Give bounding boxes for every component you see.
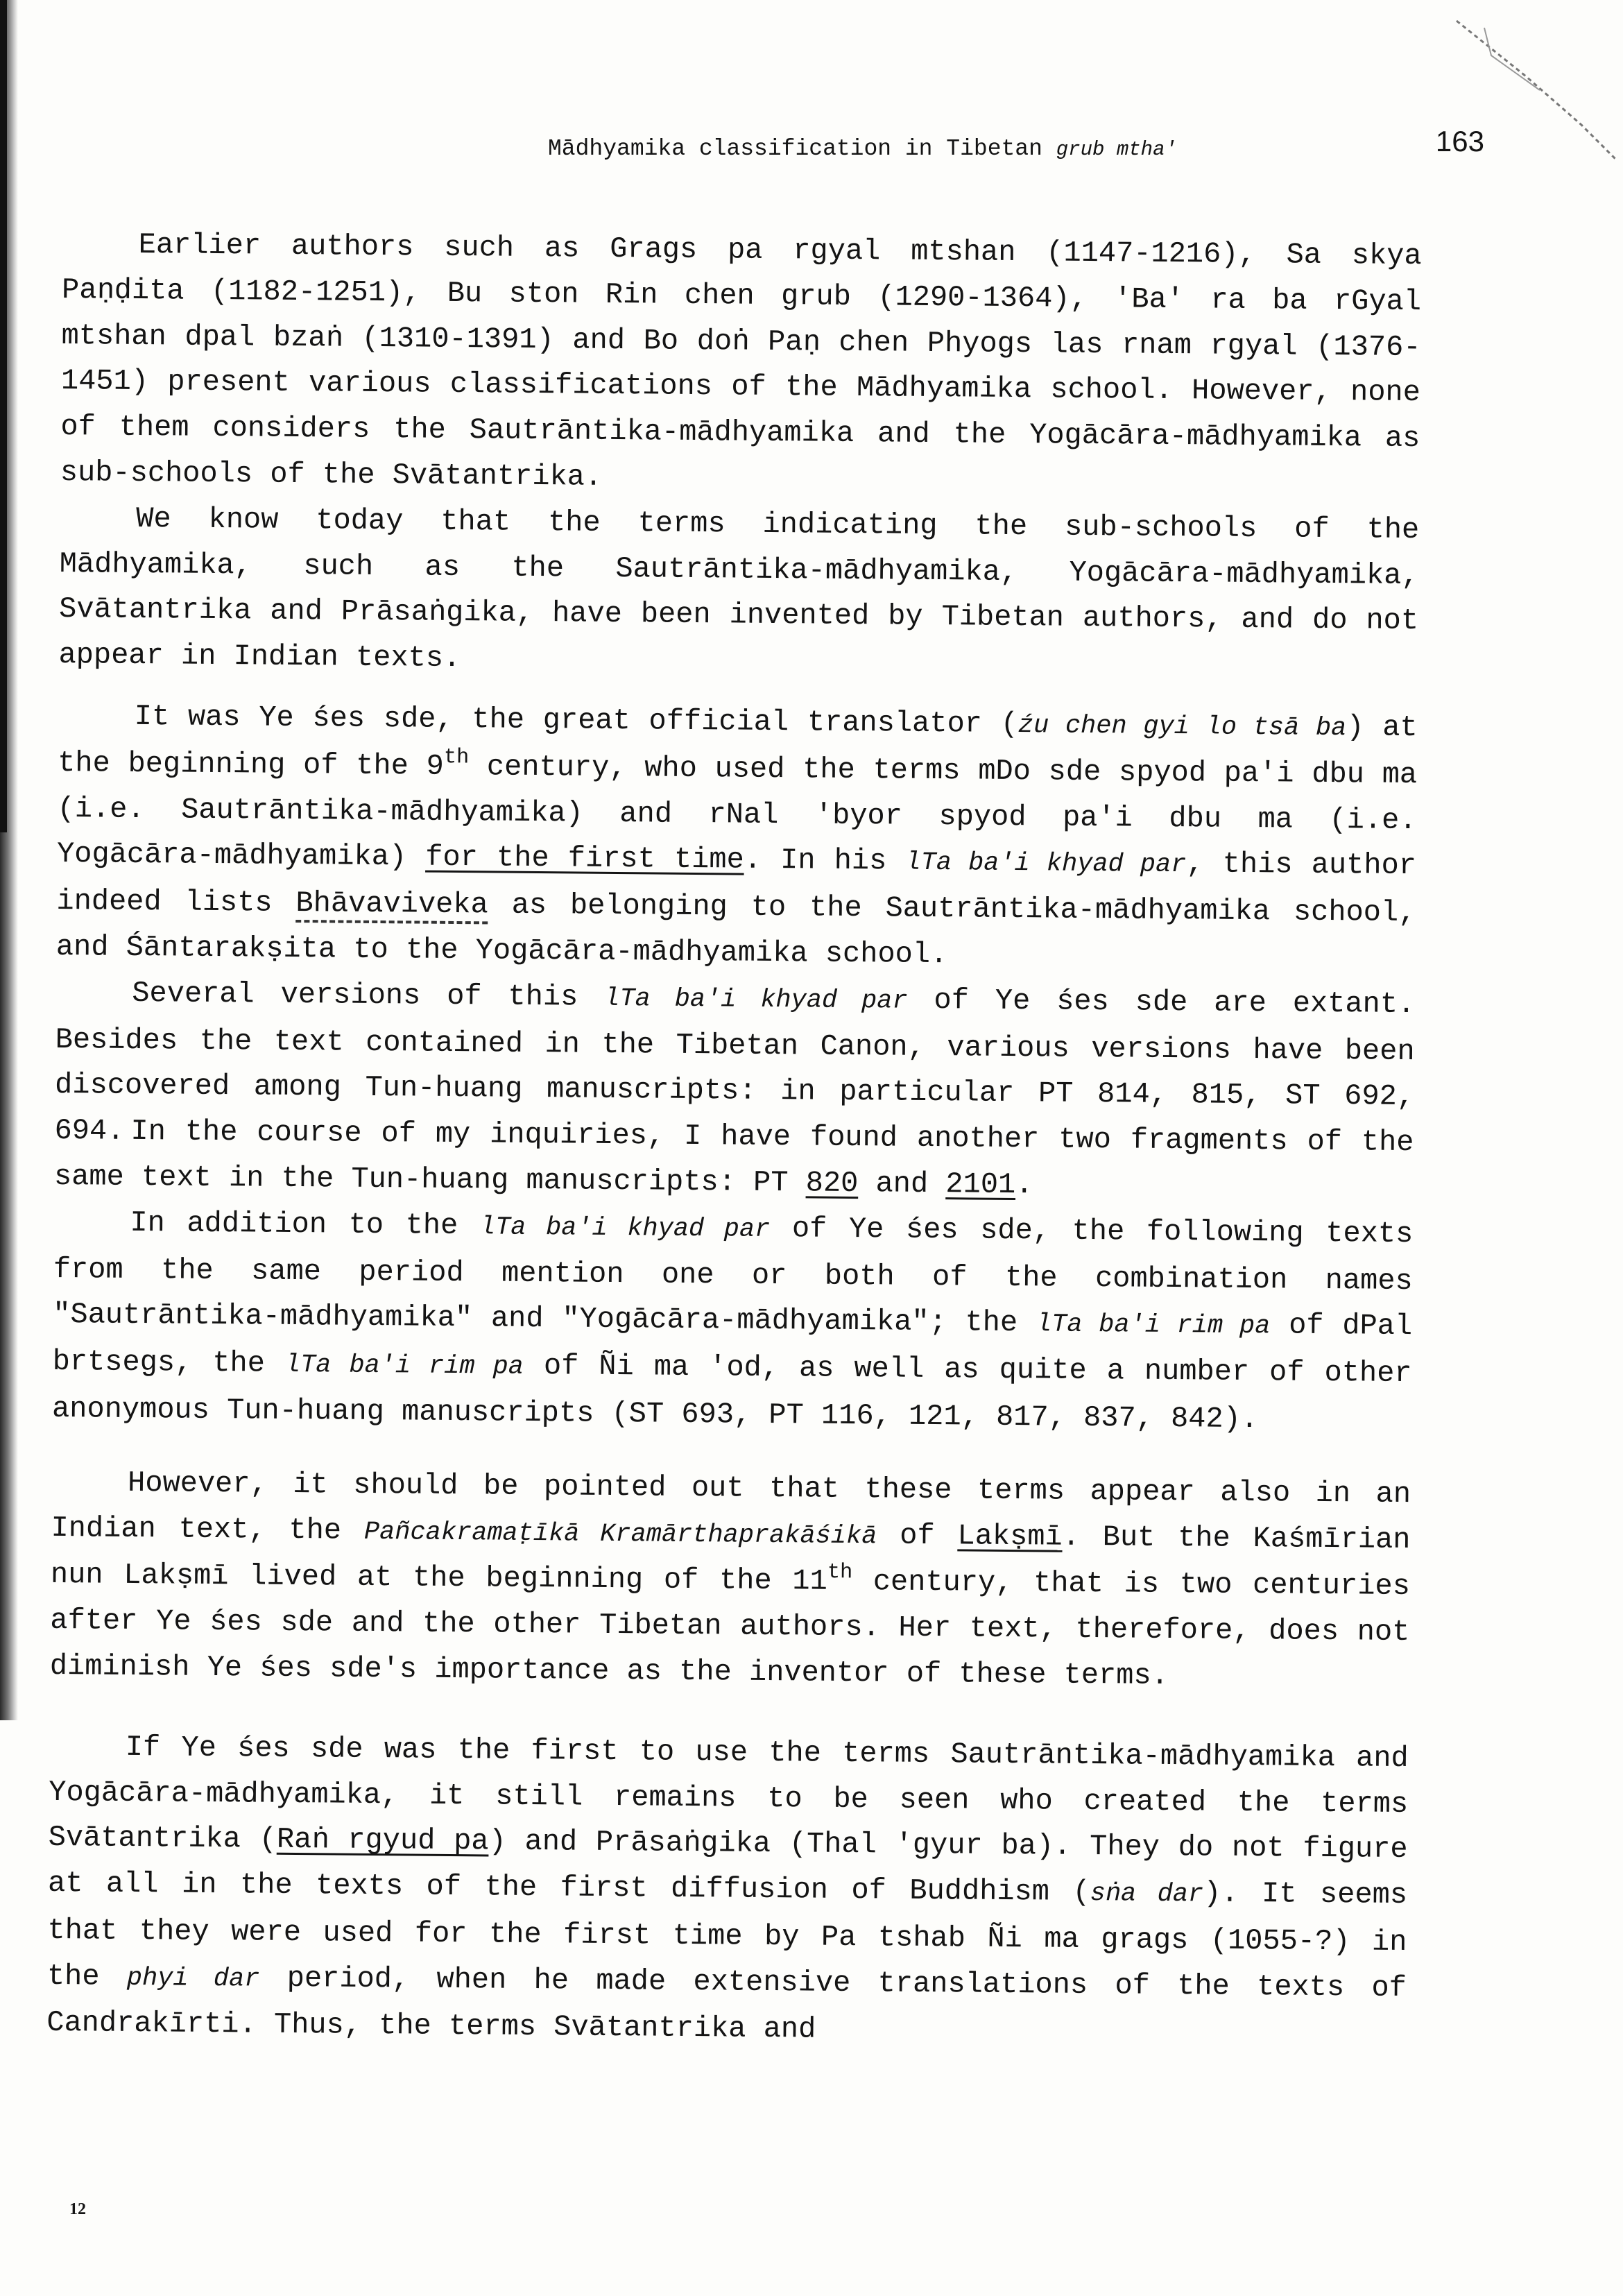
p6-superscript: th — [827, 1561, 853, 1585]
signature-mark: 12 — [69, 2200, 86, 2218]
p6-italic-title: Pañcakramaṭīkā Kramārthaprakāśikā — [363, 1517, 877, 1551]
p3-superscript: th — [443, 745, 470, 770]
p5-text-c: of dPal brtsegs, the — [52, 1308, 1413, 1380]
p5-text-d: of Ñi ma 'od, as well as quite a number of other anonymous Tun-huang manuscripts (ST 693, PT 116, 121, 817, 837, 842). — [51, 1348, 1412, 1437]
paragraph-1 — [60, 222, 1422, 508]
p7-text-c: ). It seems that they were used for the first time by Pa tshab Ñi ma grags (1055-?) in the — [46, 1876, 1408, 1994]
paragraph-7 — [46, 1724, 1409, 2059]
p7-italic-phyi-dar: phyi dar — [126, 1963, 260, 1994]
p3-text-b: ) at the beginning of the 9 — [57, 710, 1418, 783]
p6-underlined-laksmi: Lakṣmī — [957, 1518, 1063, 1554]
paragraph-2 — [58, 496, 1419, 690]
paragraph-3 — [56, 694, 1418, 982]
p4-text-c: In the course of my inquiries, I have found another two fragments of the same text in the Tun-huang manuscripts: PT — [53, 1115, 1414, 1200]
paragraph-1-text: Earlier authors such as Grags pa rgyal mtshan (1147-1216), Sa skya Paṇḍita (1182-1251), Bu ston Rin chen grub (1290-1364), 'Ba' ra ba rGyal mtshan dpal bzaṅ (1310-1391) and Bo doṅ Paṇ chen Phyogs las rnam rgyal (1376-1451) present various classifications of the Mādhyamika school. However, none of them considers the Sautrāntika-mādhyamika and the Yogācāra-mādhyamika as sub-schools of the Svātantrika. — [60, 228, 1422, 494]
running-title-text: Mādhyamika classification in Tibetan — [548, 136, 1056, 162]
p5-text-b: of Ye śes sde, the following texts from the same period mention one or both of the combination names "Sautrāntika-mādhyamika" and "Yogācāra-mādhyamika"; the — [53, 1211, 1414, 1340]
running-title — [548, 136, 1177, 162]
p7-underlined-ran-rgyud: Raṅ rgyud pa — [276, 1823, 489, 1858]
p7-text-b: ) and Prāsaṅgika (Thal 'gyur ba). They do not figure at all in the texts of the first diffusion of Buddhism ( — [47, 1824, 1408, 1910]
paragraph-6 — [50, 1460, 1411, 1702]
p6-text-d: century, that is two centuries after Ye śes sde and the other Tibetan authors. Her text, therefore, does not diminish Ye śes sde's importance as the inventor of these terms. — [49, 1565, 1411, 1693]
p3-text-d: . In his — [744, 843, 906, 879]
p7-italic-sna-dar: sṅa dar — [1090, 1879, 1204, 1910]
p4-text-e: . — [1015, 1167, 1033, 1202]
p6-text-c: . But the Kaśmīrian nun Lakṣmī lived at the beginning of the 11 — [50, 1520, 1411, 1599]
p7-text-a: If Ye śes sde was the first to use the terms Sautrāntika-mādhyamika and Yogācāra-mādhyamika, it still remains to be seen who created the terms Svātantrika ( — [48, 1730, 1409, 1857]
p3-dotted-name: Bhāvaviveka — [295, 886, 488, 924]
p4-text-a: Several versions of this — [132, 976, 605, 1014]
paragraph-2-text: We know today that the terms indicating the sub-schools of the Mādhyamika, such as the Sautrāntika-mādhyamika, Yogācāra-mādhyamika, Svātantrika and Prāsaṅgika, have been invented by Tibetan authors, and do not appear in Indian texts. — [58, 502, 1420, 676]
p7-text-d: period, when he made extensive translations of the texts of Candrakīrti. Thus, the terms Svātantrika and — [46, 1961, 1407, 2047]
p6-text-a: However, it should be pointed out that these terms appear also in an Indian text, the — [51, 1466, 1411, 1548]
p3-underlined-phrase: for the first time — [425, 840, 744, 877]
p4-underlined-2101: 2101 — [945, 1167, 1016, 1201]
p4-italic-title: lTa ba'i khyad par — [604, 984, 908, 1016]
page-number: 163 — [1435, 125, 1484, 157]
p5-text-a: In addition to the — [130, 1206, 481, 1243]
p3-italic-lta-ba: lTa ba'i khyad par — [905, 848, 1187, 880]
p5-italic-lta-ba-khyad: lTa ba'i khyad par — [479, 1213, 771, 1244]
p6-text-b: of — [877, 1518, 958, 1552]
p5-italic-rim-pa-1: lTa ba'i rim pa — [1036, 1310, 1271, 1342]
body-text — [46, 222, 1422, 2058]
p4-underlined-820: 820 — [805, 1166, 859, 1201]
p3-italic-title: źu chen gyi lo tsā ba — [1017, 711, 1347, 744]
running-title-italic: grub mtha' — [1056, 138, 1177, 161]
p5-italic-rim-pa-2: lTa ba'i rim pa — [284, 1350, 524, 1382]
p3-text-c: century, who used the terms mDo sde spyod pa'i dbu ma (i.e. Sautrāntika-mādhyamika) and rNal 'byor spyod pa'i dbu ma (i.e. Yogācāra-mādhyamika) — [56, 749, 1418, 874]
footnote-mark — [124, 1111, 130, 1134]
paragraph-5 — [52, 1200, 1414, 1444]
p3-text-a: It was Ye śes sde, the great official translator ( — [134, 699, 1019, 742]
p3-text-f: as belonging to the Sautrāntika-mādhyamika school, and Śāntarakṣita to the Yogācāra-mādhyamika school. — [55, 888, 1416, 972]
p3-text-e: , this author indeed lists — [56, 847, 1417, 920]
scan-binding-edge — [0, 0, 7, 832]
p4-text-d: and — [858, 1167, 946, 1201]
paragraph-4 — [54, 970, 1416, 1212]
p4-text-b: of Ye śes sde are extant. Besides the text contained in the Tibetan Canon, various versions have been discovered among Tun-huang manuscripts: in particular PT 814, 815, ST 692, 694. — [54, 983, 1416, 1148]
